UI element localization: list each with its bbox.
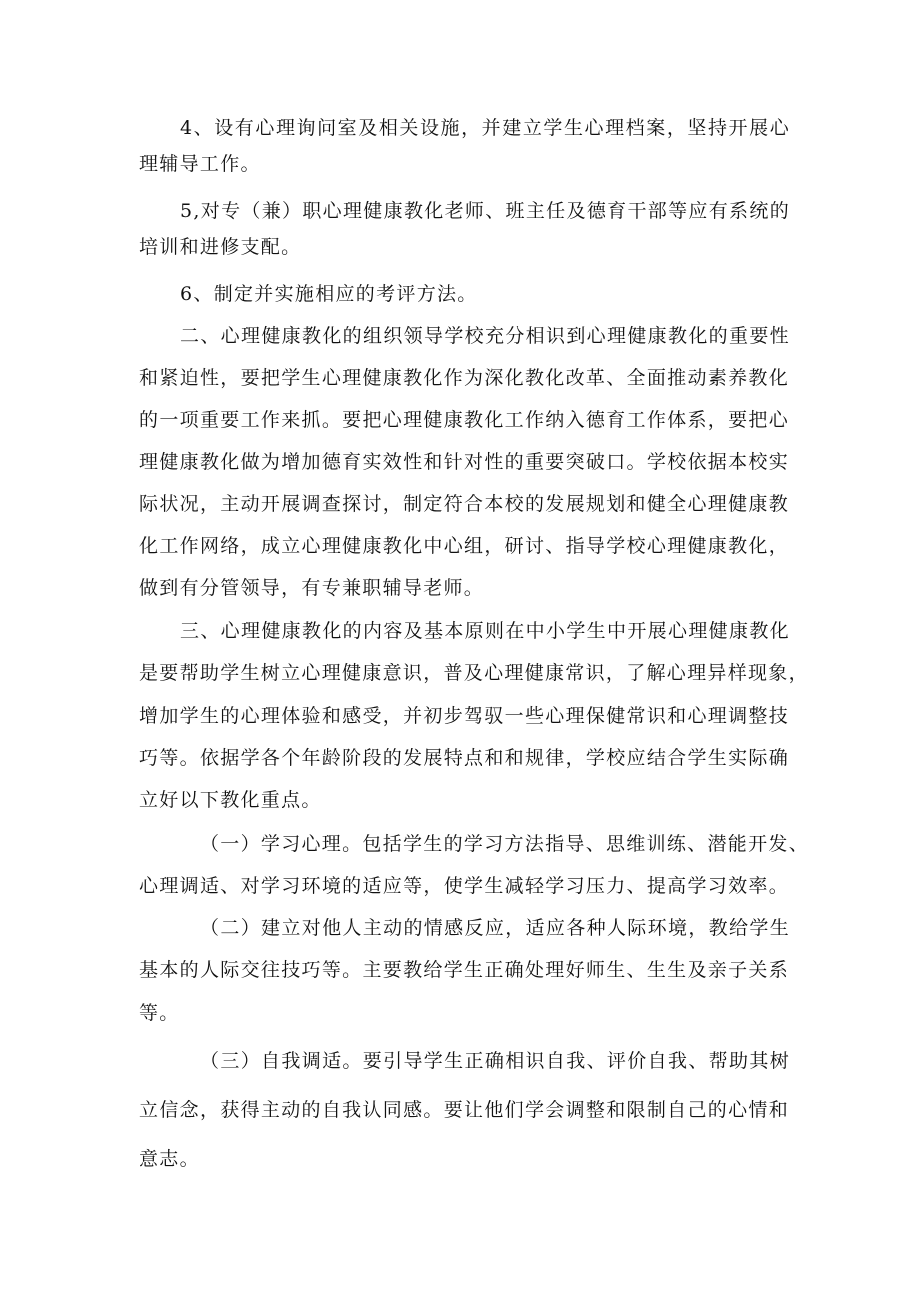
section-3-line-3: 增加学生的心理体验和感受，并初步驾驭一些心理保健常识和心理调整技 bbox=[139, 705, 789, 727]
paragraph-5-line-1: 5,对专（兼）职心理健康教化老师、班主任及德育干部等应有系统的 bbox=[180, 200, 790, 222]
section-2-line-1: 二、心理健康教化的组织领导学校充分相识到心理健康教化的重要性 bbox=[180, 325, 790, 347]
item-3-line-3: 意志。 bbox=[139, 1148, 200, 1170]
section-2-line-6: 化工作网络，成立心理健康教化中心组，研讨、指导学校心理健康教化， bbox=[139, 535, 789, 557]
section-3-line-2: 是要帮助学生树立心理健康意识，普及心理健康常识，了解心理异样现象， bbox=[139, 662, 809, 684]
paragraph-6-line-1: 6、制定并实施相应的考评方法。 bbox=[180, 283, 478, 305]
paragraph-4-line-2: 理辅导工作。 bbox=[139, 153, 261, 175]
section-2-line-2: 和紧迫性，要把学生心理健康教化作为深化教化改革、全面推动素养教化 bbox=[139, 367, 789, 389]
paragraph-5-line-2: 培训和进修支配。 bbox=[139, 236, 302, 258]
section-3-line-4: 巧等。依据学各个年龄阶段的发展特点和和规律，学校应结合学生实际确 bbox=[139, 747, 789, 769]
item-1-line-2: 心理调适、对学习环境的适应等，使学生减轻学习压力、提高学习效率。 bbox=[139, 875, 789, 897]
section-2-line-7: 做到有分管领导，有专兼职辅导老师。 bbox=[139, 577, 485, 599]
section-2-line-5: 际状况，主动开展调查探讨，制定符合本校的发展规划和健全心理健康教 bbox=[139, 493, 789, 515]
item-2-line-3: 等。 bbox=[139, 1002, 180, 1024]
section-2-line-3: 的一项重要工作来抓。要把心理健康教化工作纳入德育工作体系，要把心 bbox=[139, 409, 789, 431]
item-1-line-1: （一）学习心理。包括学生的学习方法指导、思维训练、潜能开发、 bbox=[200, 833, 810, 855]
section-3-line-5: 立好以下教化重点。 bbox=[139, 789, 322, 811]
item-3-line-1: （三）自我调适。要引导学生正确相识自我、评价自我、帮助其树 bbox=[200, 1050, 790, 1072]
item-2-line-1: （二）建立对他人主动的情感反应，适应各种人际环境，教给学生 bbox=[200, 917, 790, 939]
section-3-line-1: 三、心理健康教化的内容及基本原则在中小学生中开展心理健康教化 bbox=[180, 620, 790, 642]
section-2-line-4: 理健康教化做为增加德育实效性和针对性的重要突破口。学校依据本校实 bbox=[139, 451, 789, 473]
paragraph-4-line-1: 4、设有心理询问室及相关设施，并建立学生心理档案，坚持开展心 bbox=[180, 117, 790, 139]
item-3-line-2: 立信念，获得主动的自我认同感。要让他们学会调整和限制自己的心情和 bbox=[139, 1099, 789, 1121]
item-2-line-2: 基本的人际交往技巧等。主要教给学生正确处理好师生、生生及亲子关系 bbox=[139, 959, 789, 981]
